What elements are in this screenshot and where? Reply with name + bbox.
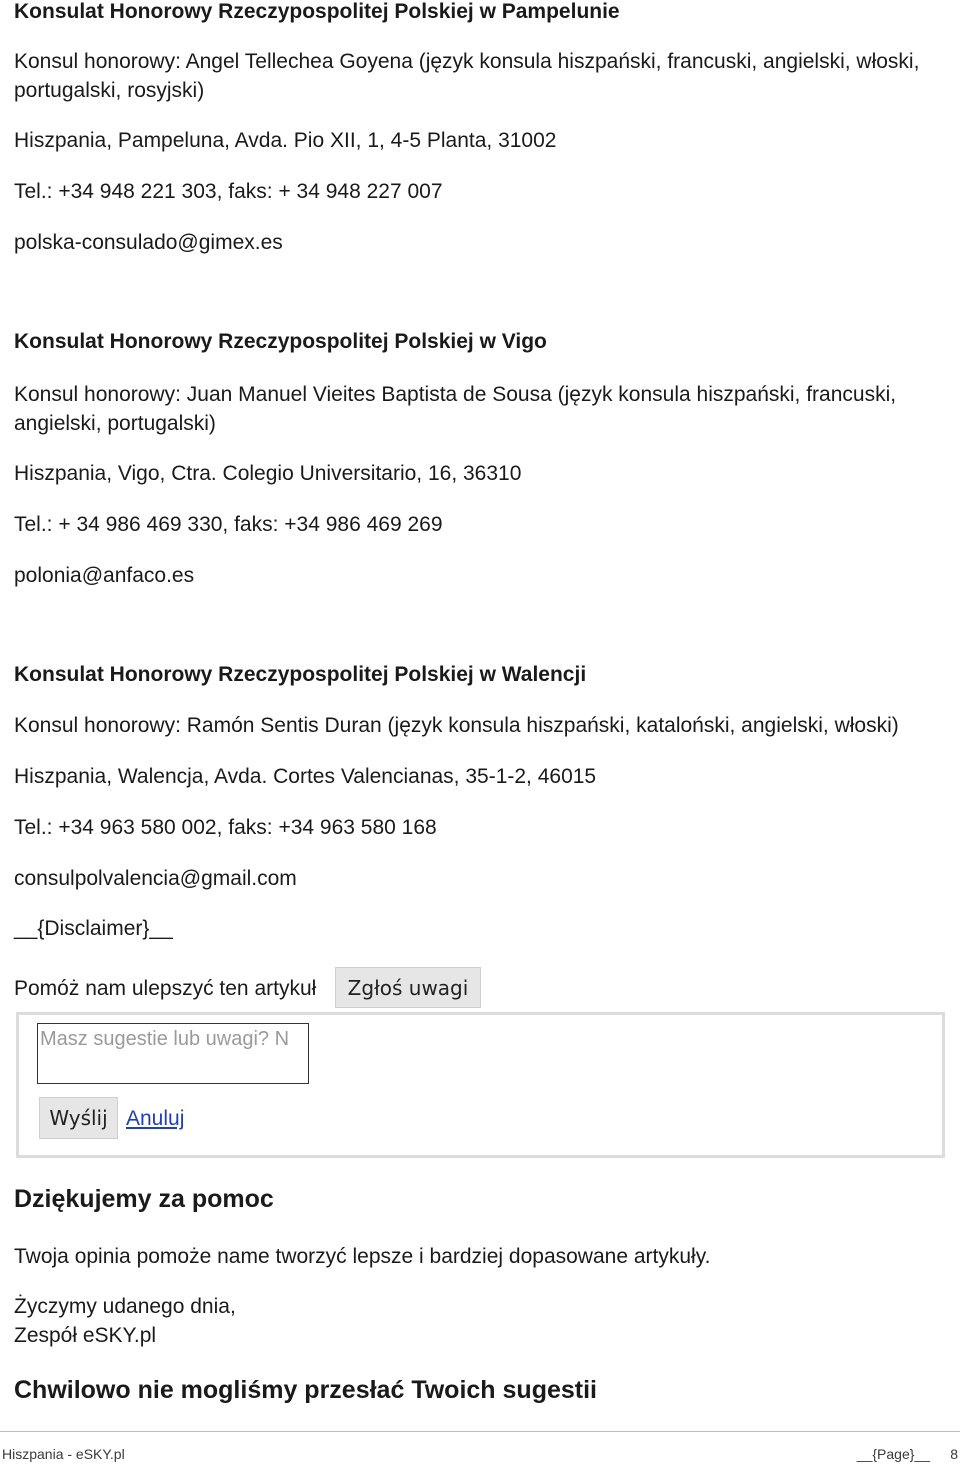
footer-page-number: 8 [950,1446,958,1462]
error-title: Chwilowo nie mogliśmy przesłać Twoich sugestii [14,1376,597,1404]
consul-info-vigo: Konsul honorowy: Juan Manuel Vieites Baptista de Sousa (język konsula hiszpański, francuski, angielski, portugalski) [14,383,897,435]
thanks-wish: Życzymy udanego dnia, [14,1295,236,1318]
thanks-title: Dziękujemy za pomoc [14,1185,274,1213]
thanks-body: Twoja opinia pomoże name tworzyć lepsze i bardziej dopasowane artykuły. [14,1245,711,1268]
address-pamplona: Hiszpania, Pampeluna, Avda. Pio XII, 1, 4-5 Planta, 31002 [14,129,557,152]
consulate-title-pamplona: Konsulat Honorowy Rzeczypospolitej Polskiej w Pampelunie [14,0,620,23]
phone-valencia: Tel.: +34 963 580 002, faks: +34 963 580 168 [14,816,437,839]
address-vigo: Hiszpania, Vigo, Ctra. Colegio Universitario, 16, 36310 [14,462,522,485]
footer-page-placeholder: __{Page}__ [856,1446,930,1462]
feedback-textarea[interactable] [37,1023,309,1084]
phone-vigo: Tel.: + 34 986 469 330, faks: +34 986 469 269 [14,513,443,536]
consulate-title-valencia: Konsulat Honorowy Rzeczypospolitej Polskiej w Walencji [14,663,587,686]
footer-site-label: Hiszpania - eSKY.pl [2,1446,125,1462]
report-feedback-button[interactable]: Zgłoś uwagi [335,967,481,1008]
thanks-team: Zespół eSKY.pl [14,1324,157,1347]
consulate-title-vigo: Konsulat Honorowy Rzeczypospolitej Polskiej w Vigo [14,330,547,353]
email-pamplona: polska-consulado@gimex.es [14,231,283,254]
consul-info-valencia: Konsul honorowy: Ramón Sentis Duran (język konsula hiszpański, kataloński, angielski, włoski) [14,714,899,737]
send-button[interactable]: Wyślij [39,1097,118,1139]
phone-pamplona: Tel.: +34 948 221 303, faks: + 34 948 227 007 [14,180,443,203]
email-vigo: polonia@anfaco.es [14,564,195,587]
feedback-prompt: Pomóż nam ulepszyć ten artykuł [14,977,317,1000]
cancel-link[interactable]: Anuluj [126,1107,185,1130]
footer-divider [0,1431,960,1432]
consul-info-pamplona: Konsul honorowy: Angel Tellechea Goyena (język konsula hiszpański, francuski, angielski, włoski, portugalski, rosyjski) [14,50,920,102]
email-valencia: consulpolvalencia@gmail.com [14,867,297,890]
address-valencia: Hiszpania, Walencja, Avda. Cortes Valencianas, 35-1-2, 46015 [14,765,597,788]
disclaimer-placeholder: __{Disclaimer}__ [14,917,173,940]
